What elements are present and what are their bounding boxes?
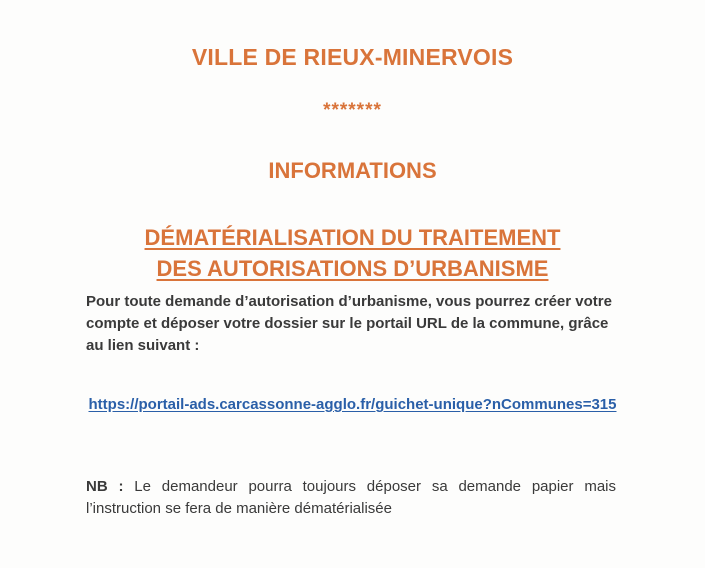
portal-link[interactable]: https://portail-ads.carcassonne-agglo.fr/guichet-unique?nCommunes=315	[88, 396, 617, 413]
main-heading	[0, 222, 705, 284]
section-label: INFORMATIONS	[268, 158, 437, 183]
intro-paragraph: Pour toute demande d’autorisation d’urbanisme, vous pourrez créer votre compte et déposer votre dossier sur le portail URL de la commune, grâce au lien suivant :	[86, 293, 612, 354]
heading-line-2: DES AUTORISATIONS D’URBANISME	[156, 256, 549, 281]
separator-stars: *******	[323, 100, 382, 121]
nb-label: NB :	[86, 478, 124, 495]
heading-line-1: DÉMATÉRIALISATION DU TRAITEMENT	[144, 225, 561, 250]
nb-text: Le demandeur pourra toujours déposer sa demande papier mais l’instruction se fera de manière dématérialisée	[86, 478, 616, 517]
nb-paragraph	[86, 476, 616, 520]
page-title: VILLE DE RIEUX-MINERVOIS	[191, 44, 514, 70]
